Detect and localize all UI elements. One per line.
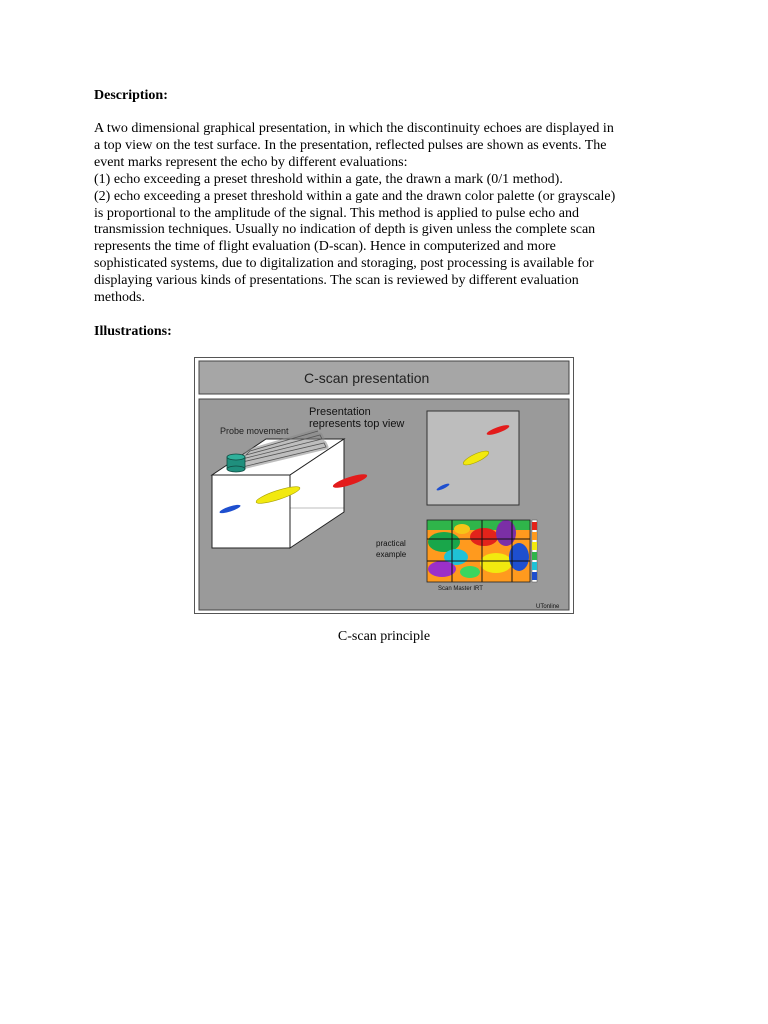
top-view-label: represents top view xyxy=(309,418,405,430)
scan-legend xyxy=(532,520,537,582)
paragraph-line: (1) echo exceeding a preset threshold within a gate, the drawn a mark (0/1 method). xyxy=(94,171,563,187)
practical-example-scan xyxy=(427,520,530,582)
probe-icon xyxy=(227,454,245,472)
practical-label: practical xyxy=(376,539,406,548)
paragraph-line: A two dimensional graphical presentation, in which the discontinuity echoes are displayed in xyxy=(94,121,614,136)
paragraph-line: event marks represent the echo by different evaluations: xyxy=(94,154,408,170)
paragraph-line: a top view on the test surface. In the presentation, reflected pulses are shown as events. The xyxy=(94,137,607,153)
probe-movement-label: Probe movement xyxy=(220,426,289,436)
paragraph-line: (2) echo exceeding a preset threshold within a gate and the drawn color palette (or grayscale) xyxy=(94,188,616,204)
paragraph-line: is proportional to the amplitude of the signal. This method is applied to pulse echo and xyxy=(94,205,579,221)
scan-master-label: Scan Master IRT xyxy=(438,586,483,592)
credit-label: UTonline xyxy=(536,604,560,610)
description-paragraph xyxy=(94,121,684,307)
paragraph-line: displaying various kinds of presentations. The scan is reviewed by different evaluation xyxy=(94,273,579,289)
paragraph-line: sophisticated systems, due to digitalization and storaging, post processing is available for xyxy=(94,256,594,272)
figure-caption: C-scan principle xyxy=(337,629,431,644)
paragraph-line: transmission techniques. Usually no indication of depth is given unless the complete scan xyxy=(94,222,596,238)
paragraph-line: methods. xyxy=(94,290,145,306)
figure-title: C-scan presentation xyxy=(304,370,430,386)
presentation-label: Presentation xyxy=(309,406,371,418)
c-scan-illustration xyxy=(194,357,574,614)
c-scan-figure xyxy=(194,357,574,614)
example-label: example xyxy=(376,550,407,559)
illustrations-heading: Illustrations: xyxy=(94,324,172,339)
paragraph-line: represents the time of flight evaluation (D-scan). Hence in computerized and more xyxy=(94,239,556,255)
description-heading: Description: xyxy=(94,88,168,103)
